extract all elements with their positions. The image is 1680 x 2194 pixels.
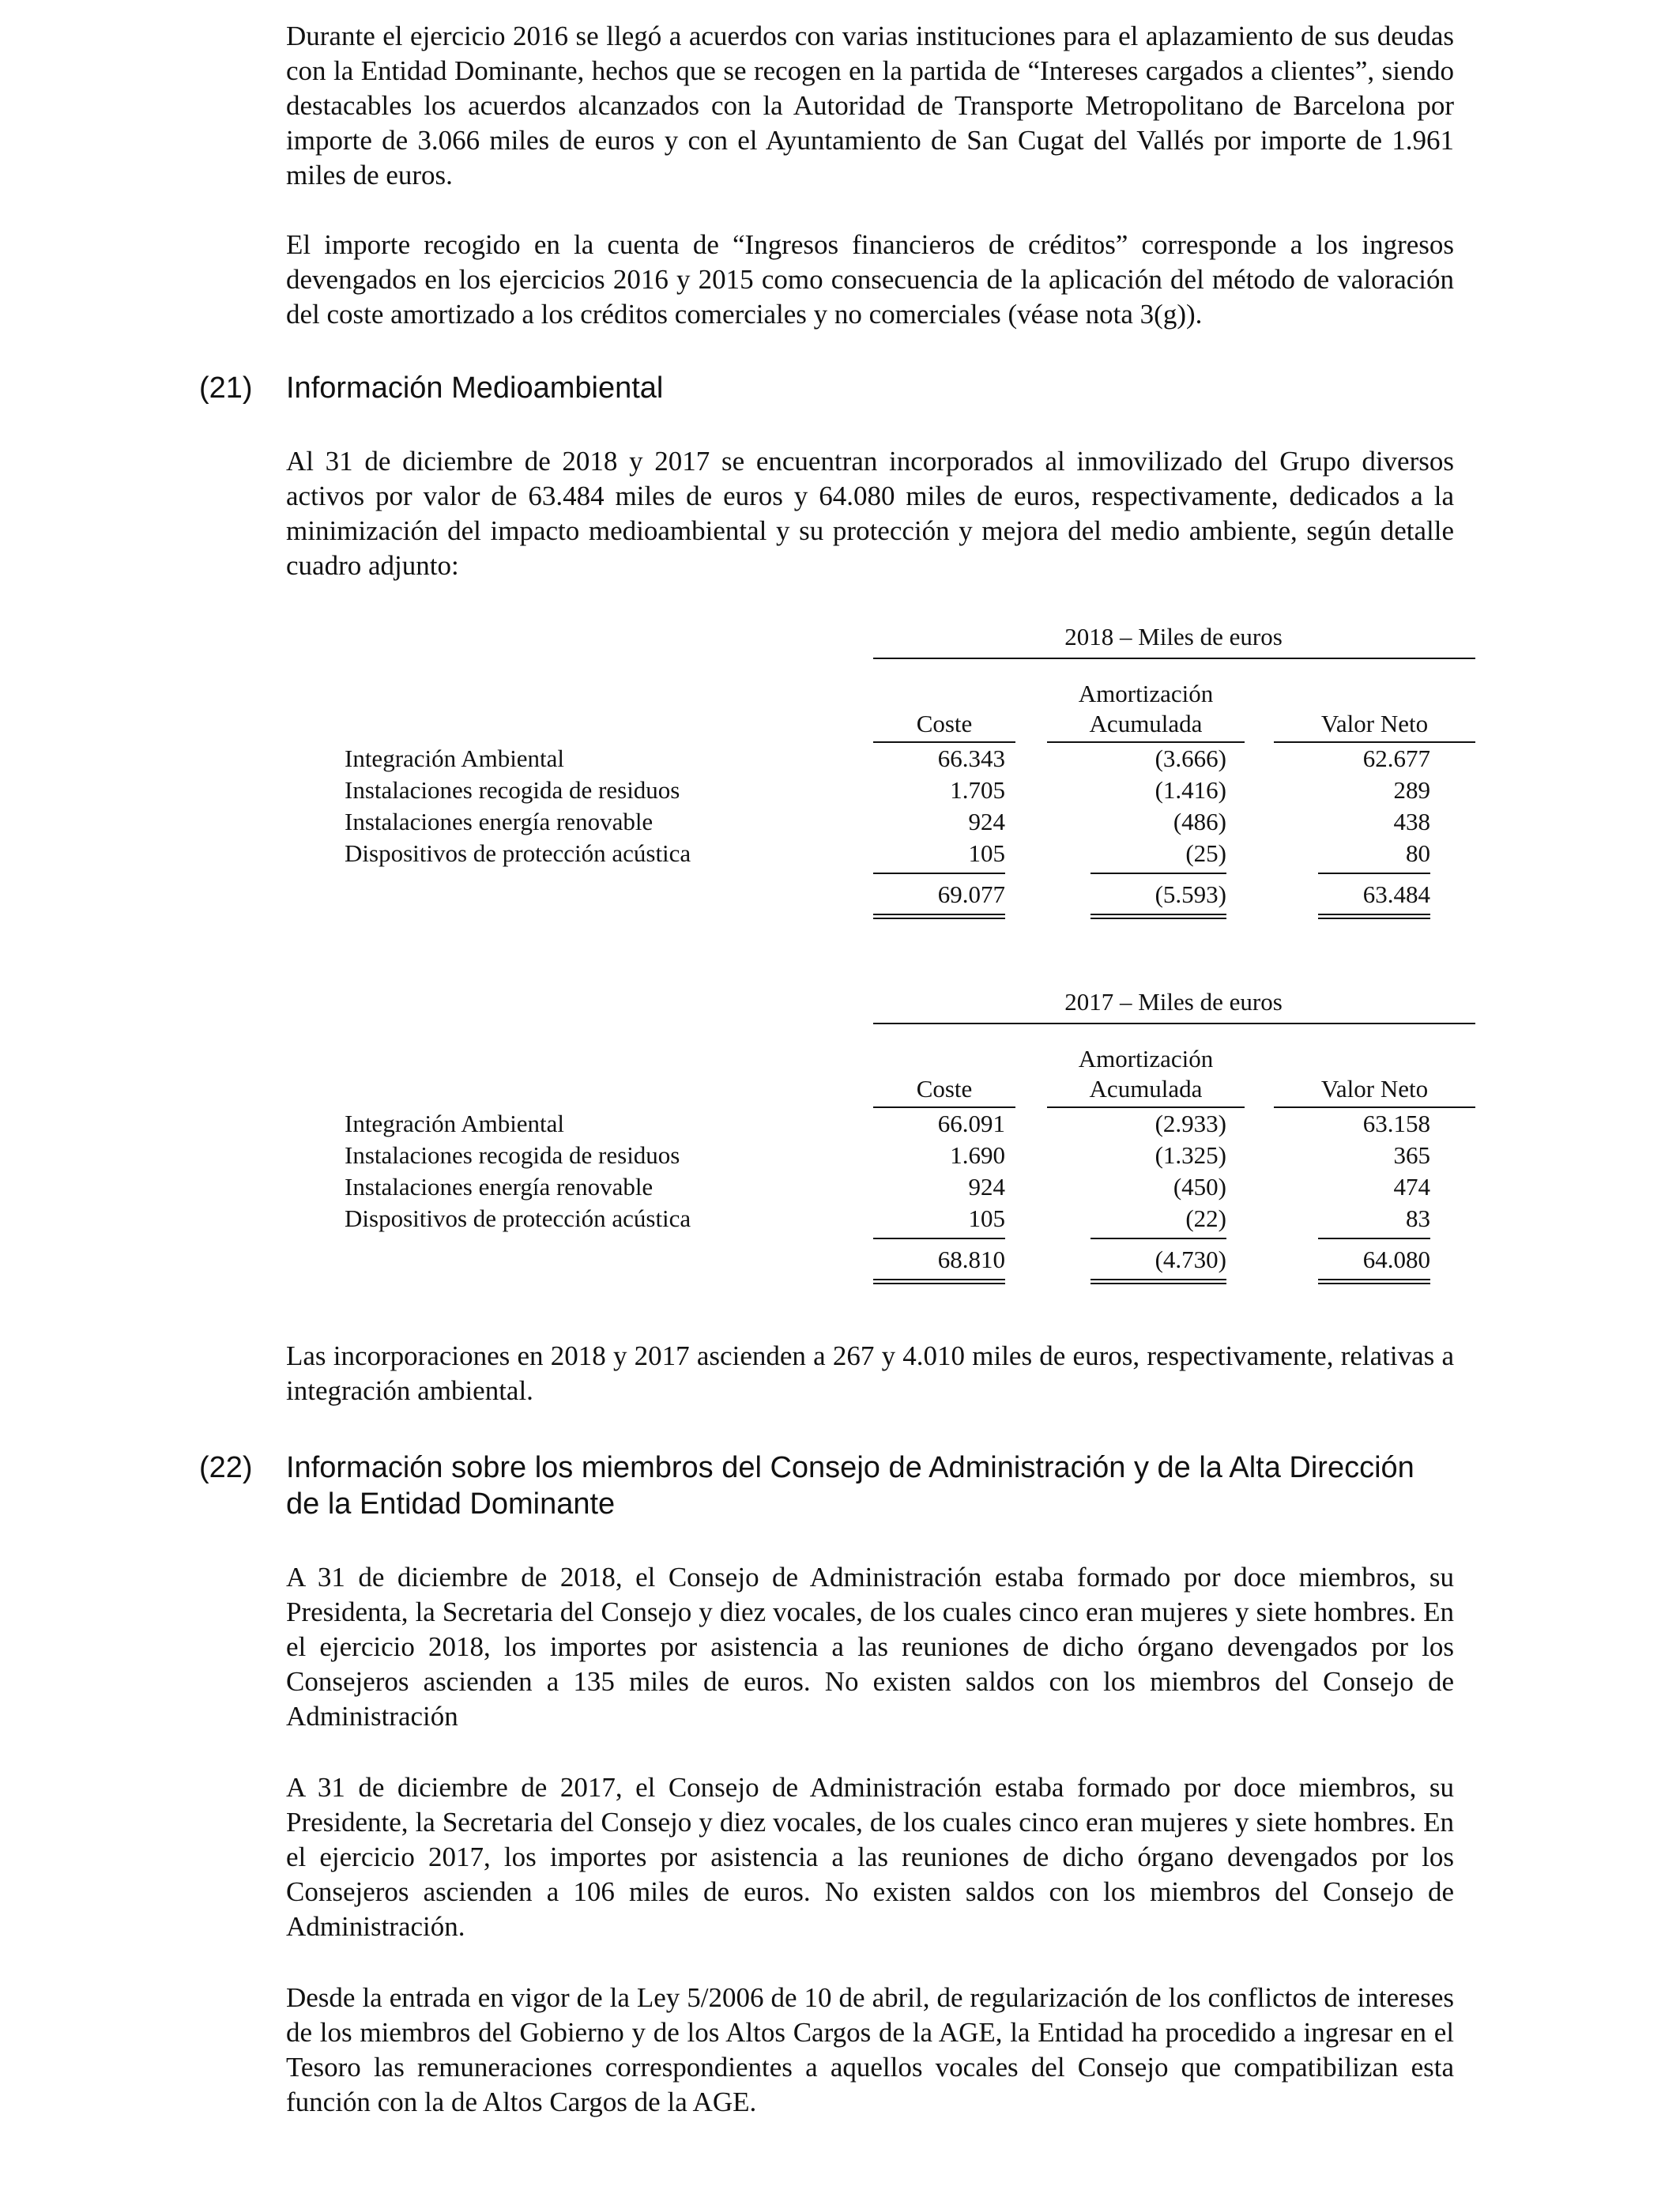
table-2017-row-valor: 63.158 [1362,1110,1430,1137]
table-2018-col-amortizacion: Amortización [1078,680,1214,707]
table-2018-total-valor: 63.484 [1362,880,1430,908]
paragraph-ley-5-2006: Desde la entrada en vigor de la Ley 5/2006 de 10 de abril, de regularización de los conflictos de intereses de los miembros del Gobierno y de los Altos Cargos de la AGE, la Entidad ha procedido a ingresar en el Tesoro las remuneraciones correspondientes a aquellos vocales del Consejo que compatibilizan esta función con la de Altos Cargos de la AGE. [286,1982,1454,2117]
table-2018-row-amort: (25) [1185,839,1226,867]
paragraph-consejo-2018: A 31 de diciembre de 2018, el Consejo de Administración estaba formado por doce miembros, su Presidenta, la Secretaria del Consejo y diez vocales, de los cuales cinco eran mujeres y siete hombres. En el ejercicio 2018, los importes por asistencia a las reuniones de dicho órgano devengados por los Consejeros ascienden a 135 miles de euros. No existen saldos con los miembros del Consejo de Administración [286,1562,1454,1732]
table-2017-row-amort: (450) [1173,1173,1226,1201]
table-2017-row-label: Dispositivos de protección acústica [345,1204,691,1232]
table-2018-row-label: Instalaciones energía renovable [345,808,654,835]
table-2017-total-coste: 68.810 [937,1246,1005,1273]
table-2018-row-valor: 80 [1406,839,1430,867]
table-2018-total-double-rule [1090,914,1226,919]
table-2017-col-coste: Coste [916,1075,973,1103]
table-2018-row-valor: 438 [1393,808,1430,835]
table-2017-heading-rule [873,1023,1475,1024]
table-2017-total-amort: (4.730) [1155,1246,1226,1273]
table-2018-total-coste: 69.077 [937,880,1005,908]
table-2018-col-acumulada: Acumulada [1089,710,1203,737]
table-2018-row-coste: 105 [968,839,1005,867]
table-2017-row-coste: 1.690 [950,1141,1005,1169]
section-22-title-line-1: Información sobre los miembros del Consejo de Administración y de la Alta Dirección [286,1451,1414,1484]
table-2017-col-amortizacion: Amortización [1078,1045,1214,1072]
table-2018-row-coste: 66.343 [937,745,1005,772]
table-2017-row-coste: 924 [968,1173,1005,1201]
table-2017-row-amort: (1.325) [1155,1141,1226,1169]
table-2017-row-amort: (2.933) [1155,1110,1226,1137]
table-2018-total-double-rule [1318,914,1430,919]
table-2017-row-valor: 365 [1393,1141,1430,1169]
table-2018-total-double-rule [873,914,1005,919]
table-2017-col-valor-neto: Valor Neto [1320,1075,1429,1103]
table-2018-row-valor: 289 [1393,776,1430,804]
section-22-number: (22) [199,1451,253,1484]
paragraph-aplazamiento-deudas: Durante el ejercicio 2016 se llegó a acuerdos con varias instituciones para el aplazamiento de sus deudas con la Entidad Dominante, hechos que se recogen en la partida de “Intereses cargados a clientes”, siendo destacables los acuerdos alcanzados con la Autoridad de Transporte Metropolitano de Barcelona por importe de 3.066 miles de euros y con el Ayuntamiento de San Cugat del Vallés por importe de 1.961 miles de euros. [286,21,1454,190]
section-21-title: Información Medioambiental [286,371,664,405]
table-2018-row-amort: (486) [1173,808,1226,835]
table-2018-heading-rule [873,658,1475,659]
table-2017-row-label: Integración Ambiental [345,1110,565,1137]
section-21-number: (21) [199,371,253,405]
table-2017-subtotal-rule [1090,1238,1226,1239]
table-2017-total-double-rule [873,1279,1005,1284]
table-2017-row-coste: 105 [968,1204,1005,1232]
table-2017-row-label: Instalaciones recogida de residuos [345,1141,680,1169]
table-2017-row-coste: 66.091 [937,1110,1005,1137]
table-2017-row-valor: 83 [1406,1204,1430,1232]
table-2018-row-amort: (3.666) [1155,745,1226,772]
table-2017-col-acumulada: Acumulada [1089,1075,1203,1103]
table-2017-row-label: Instalaciones energía renovable [345,1173,654,1201]
paragraph-ingresos-financieros: El importe recogido en la cuenta de “Ingresos financieros de créditos” corresponde a los ingresos devengados en los ejercicios 2016 y 2015 como consecuencia de la aplicación del método de valoración del coste amortizado a los créditos comerciales y no comerciales (véase nota 3(g)). [286,229,1454,330]
paragraph-incorporaciones: Las incorporaciones en 2018 y 2017 ascienden a 267 y 4.010 miles de euros, respectivamente, relativas a integración ambiental. [286,1340,1454,1406]
table-2018-row-amort: (1.416) [1155,776,1226,804]
paragraph-consejo-2017: A 31 de diciembre de 2017, el Consejo de Administración estaba formado por doce miembros, su Presidente, la Secretaria del Consejo y diez vocales, de los cuales cinco eran mujeres y siete hombres. En el ejercicio 2017, los importes por asistencia a las reuniones de dicho órgano devengados por los Consejeros ascienden a 106 miles de euros. No existen saldos con los miembros del Consejo de Administración. [286,1772,1454,1942]
table-2017-row-amort: (22) [1185,1204,1226,1232]
table-2017-subtotal-rule [1318,1238,1430,1239]
table-2017-row-valor: 474 [1393,1173,1430,1201]
table-2017-total-double-rule [1090,1279,1226,1284]
table-2018-row-coste: 924 [968,808,1005,835]
table-2018-subtotal-rule [1090,873,1226,874]
table-2018-row-label: Dispositivos de protección acústica [345,839,691,867]
table-2018-subtotal-rule [873,873,1005,874]
table-2018-row-label: Integración Ambiental [345,745,565,772]
table-2018-row-label: Instalaciones recogida de residuos [345,776,680,804]
table-2017-total-valor: 64.080 [1362,1246,1430,1273]
table-2017-subtotal-rule [873,1238,1005,1239]
table-2018-heading: 2018 – Miles de euros [1064,623,1283,650]
table-2018-row-coste: 1.705 [950,776,1005,804]
table-2017-heading: 2017 – Miles de euros [1064,988,1283,1016]
table-2018-row-valor: 62.677 [1362,745,1430,772]
table-2018-col-coste: Coste [916,710,973,737]
table-2017-total-double-rule [1318,1279,1430,1284]
table-2018-col-valor-neto: Valor Neto [1320,710,1429,737]
paragraph-activos-medioambientales: Al 31 de diciembre de 2018 y 2017 se encuentran incorporados al inmovilizado del Grupo diversos activos por valor de 63.484 miles de euros y 64.080 miles de euros, respectivamente, dedicados a la minimización del impacto medioambiental y su protección y mejora del medio ambiente, según detalle cuadro adjunto: [286,446,1454,581]
section-22-title-line-2: de la Entidad Dominante [286,1487,616,1521]
table-2018-subtotal-rule [1318,873,1430,874]
table-2018-total-amort: (5.593) [1155,880,1226,908]
